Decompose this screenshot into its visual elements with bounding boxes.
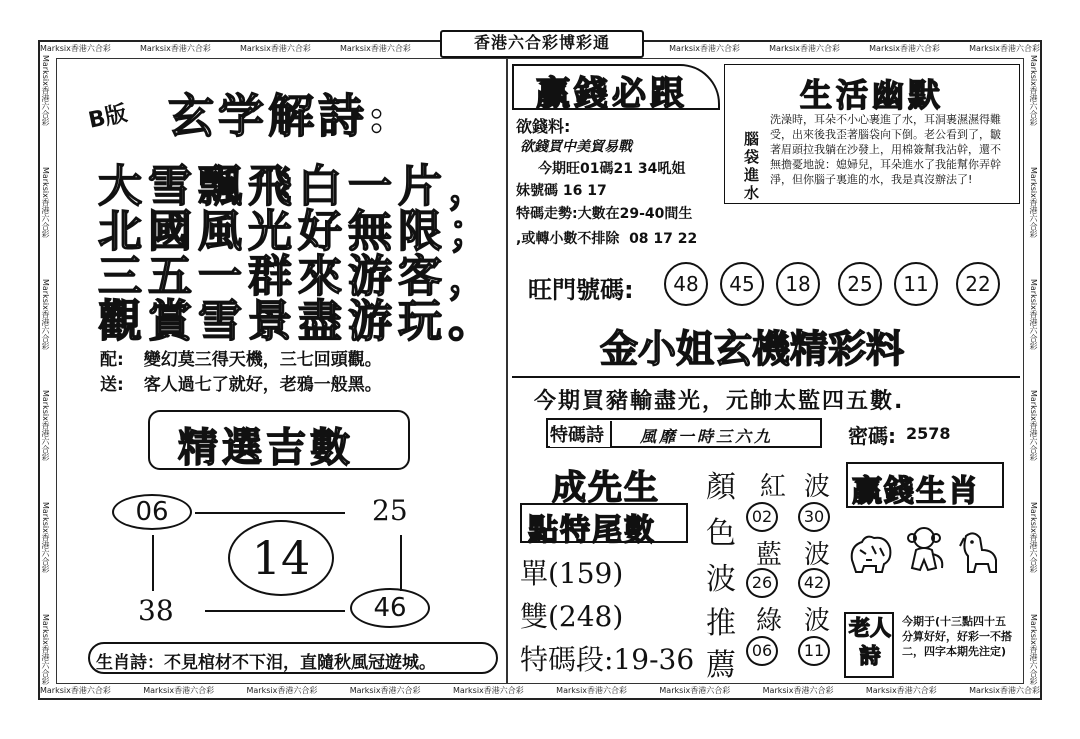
watermark-text: Marksix香港六合彩	[869, 44, 940, 53]
note-song-text: 客人過七了就好，老鴉一般黑。	[143, 375, 382, 395]
poem-line-3: 三五一群來游客，	[98, 251, 498, 302]
color-col-1: 顏	[706, 470, 736, 505]
note-song	[100, 370, 382, 395]
wave-red-label-2: 波	[804, 472, 831, 502]
watermark-text: Marksix香港六合彩	[41, 166, 50, 238]
select-title: 精選吉數	[178, 425, 354, 471]
color-col-5: 薦	[706, 648, 736, 683]
wave-blue-label-2: 波	[804, 540, 831, 570]
zodiac-poem: 生肖詩：不見棺材不下泪，直隨秋風冠遊城。	[96, 653, 436, 673]
watermark-text: Marksix香港六合彩	[969, 686, 1040, 695]
watermark-text: Marksix香港六合彩	[340, 44, 411, 53]
green-number	[798, 636, 830, 666]
hot-label: 旺門號碼:	[528, 276, 634, 304]
segment-line: 特碼段:19-36	[520, 643, 695, 676]
humor-side: 腦袋進水	[744, 130, 760, 202]
golden-title: 金小姐玄機精彩料	[600, 327, 905, 371]
masthead: 香港六合彩博彩通	[440, 30, 644, 58]
watermark-text: Marksix香港六合彩	[669, 44, 740, 53]
wave-green-label: 綠	[756, 606, 783, 636]
clue-line-5: ,或轉小數不排除 08 17 22	[516, 231, 698, 247]
note-song-label: 送:	[100, 375, 124, 395]
number-br	[350, 588, 430, 628]
note-pei	[100, 345, 382, 370]
line-left	[152, 535, 154, 591]
dog-icon	[956, 528, 1002, 574]
blue-number-text: 26	[751, 573, 773, 592]
number-tr: 25	[372, 494, 408, 527]
yuqian-line: 欲錢買中美貿易戰	[520, 139, 632, 155]
poem-line-4: 觀賞雪景盡游玩。	[98, 296, 498, 347]
line-bottom	[205, 610, 345, 612]
elder-title: 老人詩	[849, 616, 891, 668]
blue-number-text: 42	[803, 573, 825, 592]
hot-number	[956, 262, 1000, 306]
hot-number-text: 25	[847, 272, 873, 296]
watermark-text: Marksix香港六合彩	[659, 686, 731, 695]
wave-red-label: 紅	[760, 472, 787, 502]
red-number	[798, 502, 830, 532]
number-tl-text: 06	[135, 497, 169, 527]
hot-number-text: 11	[903, 272, 929, 296]
hot-number-text: 48	[673, 272, 699, 296]
watermark-text: Marksix香港六合彩	[240, 44, 311, 53]
watermark-text: Marksix香港六合彩	[40, 44, 111, 53]
color-col-4: 推	[706, 606, 736, 641]
poem-line-1: 大雪飄飛白一片，	[98, 161, 498, 212]
number-center-text: 14	[251, 531, 311, 585]
wave-green-label-2: 波	[804, 606, 831, 636]
watermark-text: Marksix香港六合彩	[1029, 166, 1038, 238]
hot-number-text: 45	[729, 272, 755, 296]
humor-text: 洗澡時，耳朵不小心裹進了水，耳洞裹濕濕得難受，出來後我歪著腦袋向下倒。老公看到了，皺著眉頭拉我躺在沙發上，用棉簽幫我沾幹，還不無擔憂地說：媳婦兒，耳朵進水了我能幫你弄幹淨，但你腦子裏進的水，我是真沒辦法了!	[770, 113, 1001, 186]
golden-rule	[512, 376, 1020, 378]
hot-number	[664, 262, 708, 306]
watermark-text: Marksix香港六合彩	[41, 614, 50, 685]
monkey-icon	[902, 524, 948, 574]
note-pei-label: 配:	[100, 350, 124, 370]
clue-line-3: 妹號碼 16 17	[516, 183, 607, 199]
poem-line-2: 北國風光好無限；	[98, 206, 498, 257]
win-title: 贏錢必跟	[536, 74, 688, 114]
left-title: 玄学解詩:	[168, 89, 389, 143]
yuqian-label: 欲錢料:	[516, 117, 571, 136]
watermark-text: Marksix香港六合彩	[41, 502, 50, 574]
double-line: 雙(248)	[520, 600, 624, 633]
green-number-text: 06	[751, 641, 773, 660]
watermark-text: Marksix香港六合彩	[556, 686, 628, 695]
hot-number-text: 22	[965, 272, 991, 296]
clue-line-4: 特碼走勢:大數在29-40間生	[516, 206, 693, 222]
watermark-text: Marksix香港六合彩	[40, 686, 111, 695]
watermark-text: Marksix香港六合彩	[41, 390, 50, 462]
hot-number	[776, 262, 820, 306]
watermark-text: Marksix香港六合彩	[140, 44, 211, 53]
number-bl: 38	[138, 594, 174, 627]
tema-label: 特碼詩	[550, 421, 612, 447]
number-br-text: 46	[373, 593, 407, 623]
tiger-icon	[846, 530, 896, 574]
watermark-text: Marksix香港六合彩	[1029, 614, 1038, 685]
watermark-text: Marksix香港六合彩	[349, 686, 421, 695]
mr-title: 成先生	[552, 468, 660, 508]
elder-text: 今期于(十三點四十五分算好好，好彩一不搭二，四字本期先注定)	[902, 615, 1012, 658]
red-number	[746, 502, 778, 532]
center-divider	[506, 58, 508, 684]
golden-line: 今期買豬輸盡光，元帥太監四五數.	[534, 389, 905, 414]
watermark-text: Marksix香港六合彩	[1029, 278, 1038, 350]
watermark-text: Marksix香港六合彩	[41, 55, 50, 126]
line-right	[400, 535, 402, 591]
red-number-text: 30	[803, 507, 825, 526]
color-col-2: 色	[706, 516, 736, 551]
watermark-text: Marksix香港六合彩	[865, 686, 937, 695]
note-pei-text: 變幻莫三得天機，三七回頭觀。	[143, 350, 382, 370]
humor-title: 生活幽默	[800, 76, 945, 114]
green-number-text: 11	[803, 641, 825, 660]
clue-line-2: 今期旺01碼21 34吼姐	[538, 161, 686, 177]
hot-number	[838, 262, 882, 306]
red-number-text: 02	[751, 507, 773, 526]
watermark-text: Marksix香港六合彩	[41, 278, 50, 350]
tema-poem: 風靡一時三六九	[640, 427, 774, 446]
watermark-text: Marksix香港六合彩	[1029, 55, 1038, 126]
watermark-text: Marksix香港六合彩	[143, 686, 215, 695]
watermark-text: Marksix香港六合彩	[1029, 390, 1038, 462]
watermark-text: Marksix香港六合彩	[762, 686, 834, 695]
zodiac-title: 贏錢生肖	[852, 474, 980, 509]
code-label: 密碼:	[848, 424, 896, 448]
number-center	[228, 520, 334, 596]
hot-number	[720, 262, 764, 306]
watermark-text: Marksix香港六合彩	[969, 44, 1040, 53]
blue-number	[798, 568, 830, 598]
number-tl	[112, 494, 192, 530]
line-top	[195, 512, 345, 514]
watermark-text: Marksix香港六合彩	[246, 686, 318, 695]
single-line: 單(159)	[520, 557, 624, 590]
watermark-text: Marksix香港六合彩	[1029, 502, 1038, 574]
blue-number	[746, 568, 778, 598]
green-number	[746, 636, 778, 666]
wave-blue-label: 藍	[756, 540, 783, 570]
tail-title: 點特尾數	[528, 513, 656, 548]
code-value: 2578	[906, 424, 951, 443]
edition-label: B版	[86, 101, 130, 134]
watermark-text: Marksix香港六合彩	[769, 44, 840, 53]
color-col-3: 波	[706, 562, 736, 597]
hot-number	[894, 262, 938, 306]
watermark-text: Marksix香港六合彩	[452, 686, 524, 695]
hot-number-text: 18	[785, 272, 811, 296]
